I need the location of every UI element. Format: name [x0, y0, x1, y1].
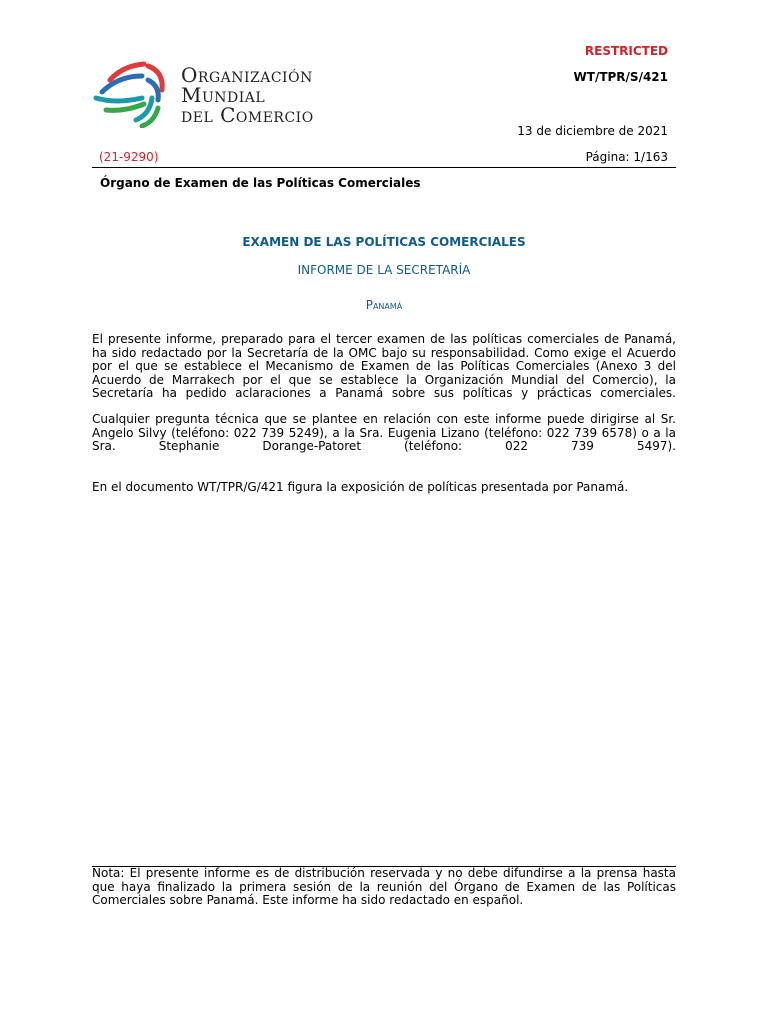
- document-title: EXAMEN DE LAS POLÍTICAS COMERCIALES: [242, 235, 526, 249]
- document-date: 13 de diciembre de 2021: [517, 124, 668, 138]
- page-number: Página: 1/163: [585, 150, 668, 164]
- footnote: Nota: El presente informe es de distribución reservada y no debe difundirse a la prensa hasta que haya finalizado la primera sesión de la reunión del Órgano de Examen de las Políticas Comerciales sobre Panamá. Este informe ha sido redactado en español.: [92, 866, 676, 907]
- paragraph-contacts: Cualquier pregunta técnica que se plantee en relación con este informe puede dirigirse al Sr. Angelo Silvy (teléfono: 022 739 5249), a la Sra. Eugenia Lizano (teléfono: 022 739 6578) o a la Sra. Stephanie Dorange-Patoret (teléfono: 022 739 5497).: [92, 412, 676, 453]
- wto-logo-icon: [92, 58, 172, 128]
- header-divider: [92, 167, 676, 168]
- restricted-label: RESTRICTED: [584, 44, 668, 58]
- body-name: Órgano de Examen de las Políticas Comerciales: [100, 176, 421, 190]
- paragraph-intro: El presente informe, preparado para el tercer examen de las políticas comerciales de Panamá, ha sido redactado por la Secretaría de la OMC bajo su responsabilidad. Como exige el Acuerdo por el que se establece el Mecanismo de Examen de las Políticas Comerciales (Anexo 3 del Acuerdo de Marrakech por el que se establece la Organización Mundial del Comercio), la Secretaría ha pedido aclaraciones a Panamá sobre sus políticas y prácticas comerciales.: [92, 332, 676, 400]
- org-name-line2: Mundial: [181, 83, 266, 107]
- country-name: Panamá: [365, 298, 403, 312]
- org-name-line1: Organización: [181, 63, 313, 87]
- document-subtitle: INFORME DE LA SECRETARÍA: [297, 263, 471, 277]
- document-symbol: WT/TPR/S/421: [573, 70, 668, 84]
- org-name-line3: del Comercio: [181, 103, 314, 127]
- paragraph-policy-statement: En el documento WT/TPR/G/421 figura la exposición de políticas presentada por Panamá.: [92, 480, 629, 494]
- job-number: (21-9290): [99, 150, 159, 164]
